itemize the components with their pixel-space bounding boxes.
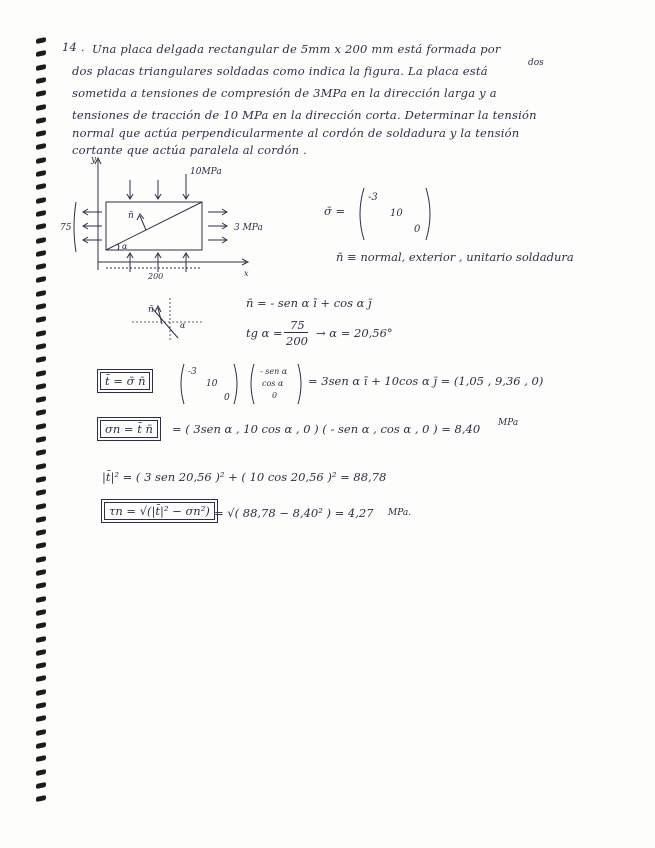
binding-hole [36,729,46,736]
y-axis-label: y [91,155,97,165]
binding-hole [36,117,46,124]
binding-hole [36,622,46,629]
binding-hole [36,502,46,509]
traction-product [172,360,308,408]
x-axis-label: x [244,269,249,278]
problem-line-1: Una placa delgada rectangular de 5mm x 200 mm está formada por [92,42,501,56]
binding-hole [36,449,46,456]
binding-hole [36,529,46,536]
binding-hole [36,742,46,749]
normal-stress-label: σn = t̄ n̄ [100,420,158,438]
binding-hole [36,662,46,669]
binding-hole [36,250,46,257]
binding-hole [36,795,46,802]
traction-v1: - sen α [260,367,288,376]
binding-hole [36,409,46,416]
binding-hole [36,715,46,722]
binding-hole [36,303,46,310]
binding-hole [36,343,46,350]
binding-hole [36,755,46,762]
problem-line-4: tensiones de tracción de 10 MPa en la dirección corta. Determinar la tensión [72,108,537,122]
stress-tensor-matrix [356,184,436,244]
binding-hole [36,77,46,84]
problem-number: 14 . [62,40,85,54]
binding-hole [36,170,46,177]
angle-label: α [122,242,128,251]
binding-hole [36,290,46,297]
binding-hole [36,143,46,150]
binding-hole [36,635,46,642]
binding-hole [36,423,46,430]
binding-hole [36,183,46,190]
binding-hole [36,263,46,270]
binding-hole [36,210,46,217]
tensor-a33: 0 [414,224,421,235]
binding-hole [36,768,46,775]
traction-label: t̄ = σ̄ n̄ [100,372,150,390]
binding-hole [36,37,46,44]
problem-line-2: dos placas triangulares soldadas como indica la figura. La placa está [72,64,488,78]
binding-hole [36,489,46,496]
traction-m11: -3 [188,367,197,377]
normal-sketch [122,294,212,344]
binding-hole [36,369,46,376]
plate-figure [58,152,278,282]
normal-note: n̄ ≡ normal, exterior , unitario soldadura [336,250,574,264]
binding-hole [36,569,46,576]
tensor-a11: -3 [368,192,378,203]
binding-hole [36,130,46,137]
normal-label: n̄ [128,211,134,221]
normal-stress-unit: MPa [498,418,519,428]
binding-hole [36,556,46,563]
binding-hole [36,582,46,589]
binding-hole [36,64,46,71]
tan-lhs: tg α = [246,326,283,340]
binding-hole [36,276,46,283]
height-dim-label: 75 [60,223,72,233]
shear-label: τn = √(|t̄|² − σn²) [104,502,215,520]
normal-vector-eq: n̄ = - sen α ī + cos α j̄ [246,296,372,310]
binding-hole [36,596,46,603]
t-magnitude-eq: |t̄|² = ( 3 sen 20,56 )² + ( 10 cos 20,56 )² = 88,78 [102,470,387,484]
tan-numerator: 75 [290,318,305,332]
problem-line-3: sometida a tensiones de compresión de 3MPa en la dirección larga y a [72,86,497,100]
traction-v2: cos α [262,379,284,388]
traction-v3: 0 [272,391,278,400]
binding-hole [36,542,46,549]
tan-result: → α = 20,56° [316,326,393,340]
tensor-a22: 10 [390,208,403,219]
binding-hole [36,396,46,403]
binding-hole [36,90,46,97]
traction-m22: 10 [206,379,218,389]
binding-hole [36,223,46,230]
spiral-binding [36,38,50,818]
problem-line-6: cortante que actúa paralela al cordón . [72,143,307,157]
sketch-n-label: n̄ [148,305,154,315]
binding-hole [36,197,46,204]
traction-result: = 3sen α ī + 10cos α j̄ = (1,05 , 9,36 , 0) [308,374,544,388]
binding-hole [36,689,46,696]
binding-hole [36,356,46,363]
binding-hole [36,463,46,470]
binding-hole [36,476,46,483]
problem-insertion: dos [528,58,544,68]
shear-unit: MPa. [388,508,412,518]
tan-denominator: 200 [286,334,308,348]
width-dim-label: 200 [148,272,164,281]
binding-hole [36,103,46,110]
binding-hole [36,649,46,656]
binding-hole [36,516,46,523]
side-load-label: 3 MPa [234,223,263,233]
traction-m33: 0 [224,393,230,403]
problem-line-5: normal que actúa perpendicularmente al cordón de soldadura y la tensión [72,126,520,140]
binding-hole [36,157,46,164]
tan-fraction-bar [284,332,308,333]
top-load-label: 10MPa [190,167,222,177]
binding-hole [36,383,46,390]
binding-hole [36,236,46,243]
binding-hole [36,330,46,337]
binding-hole [36,50,46,57]
binding-hole [36,782,46,789]
binding-hole [36,702,46,709]
normal-stress-expression: = ( 3sen α , 10 cos α , 0 ) ( - sen α , cos α , 0 ) = 8,40 [172,422,481,436]
binding-hole [36,675,46,682]
sketch-alpha: α [180,321,186,330]
binding-hole [36,316,46,323]
shear-expression: = √( 88,78 − 8,40² ) = 4,27 [214,506,374,520]
binding-hole [36,609,46,616]
stress-tensor-label: σ̄ = [324,204,346,218]
binding-hole [36,436,46,443]
